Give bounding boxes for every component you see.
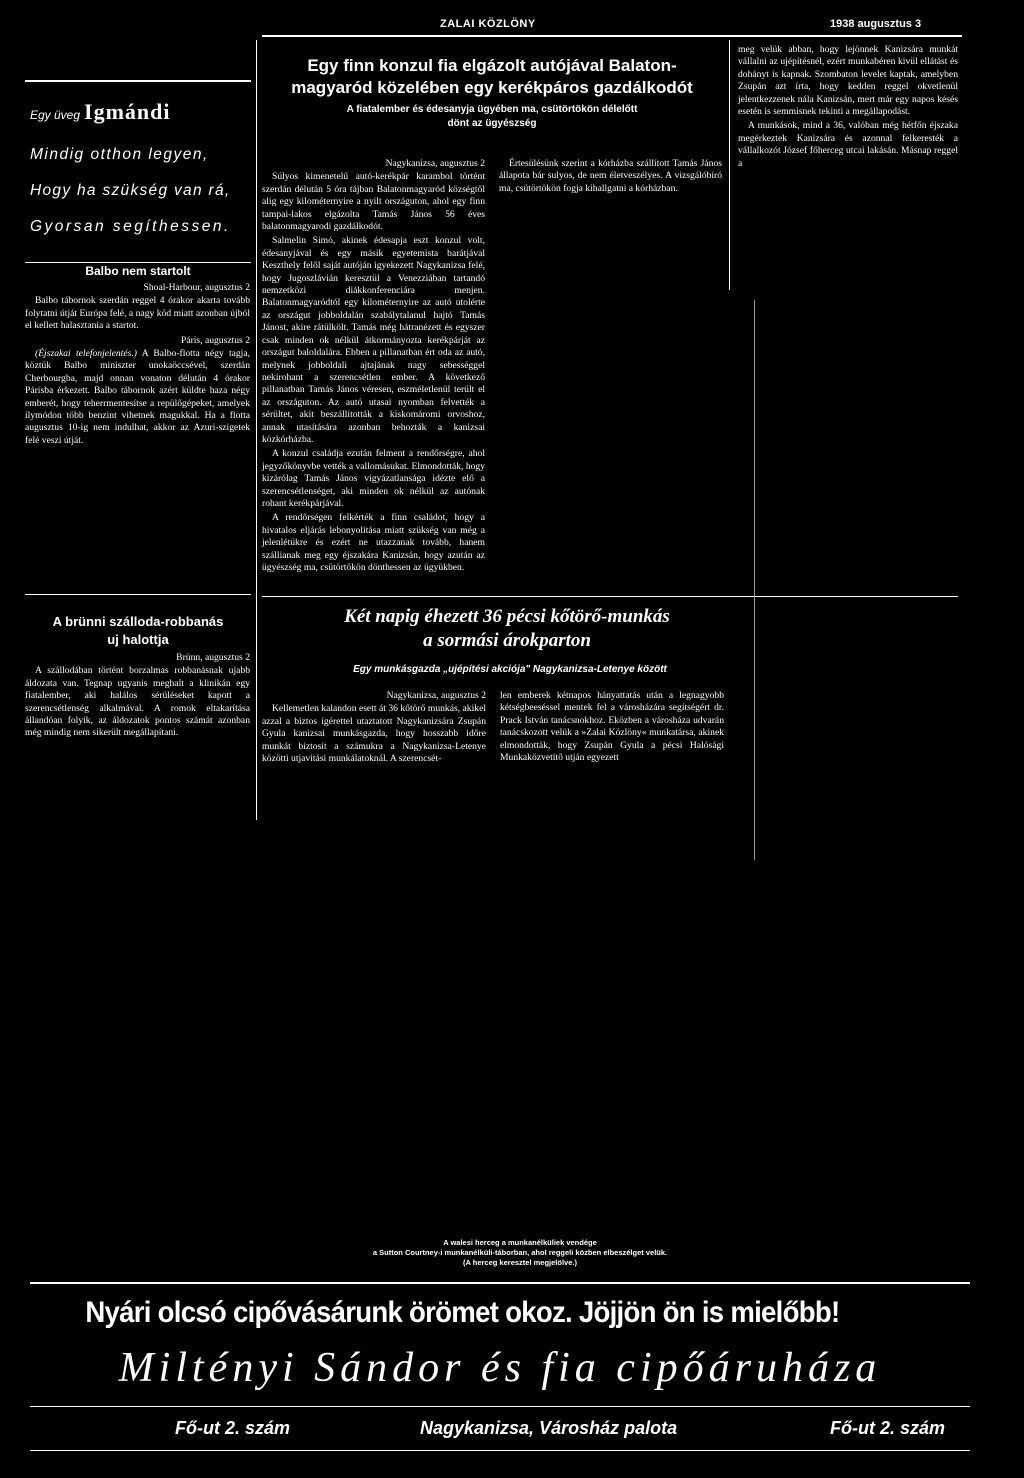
address-center: Nagykanizsa, Városház palota [420,1418,678,1438]
brunn-title-2: uj halottja [107,632,169,647]
shoe-sale-line: Nyári olcsó cipővásárunk örömet okoz. Jöjjön ön is mielőbb! [85,1296,840,1329]
photo-frame [168,836,988,1236]
balbo-article [25,282,250,449]
shop-name: Miltényi Sándor és fia cipőáruháza [118,1345,882,1391]
ad-line-1: Mindig otthon legyen, [30,146,209,163]
caption-line-1: A walesi herceg a munkanélküliek vendége [443,1238,597,1247]
konzul-dateline: Nagykanizsa, augusztus 2 [385,158,485,169]
ad-line-3: Gyorsan segíthessen. [30,218,231,235]
pecsi-subtitle: Egy munkásgazda „ujépítési akciója" Nagykanizsa-Letenye között [353,664,667,675]
balbo-dateline-2: Páris, augusztus 2 [180,334,250,346]
pecsi-dateline: Nagykanizsa, augusztus 2 [386,690,486,701]
caption-line-3: (A herceg keresztel megjelölve.) [463,1258,577,1267]
photo-side-rule [754,300,755,860]
konzul-paragraph-3: A konzul családja ezután felment a rendőrségre, ahol jegyzőkönyvbe vették a vallomásukat. Elmondották, hogy kizárólag Tamás János vigyázatlansága idézte elő a szerencsétlenséget, aki minden ok nélkül az autónak rohant kerékpárjával. [262,448,486,509]
pecsi-article-col-2 [500,690,724,766]
balbo-title: Balbo nem startolt [85,264,191,278]
ad-bottom-rule [30,1450,970,1451]
pecsi-title-2: a sormási árokparton [423,630,591,651]
right-paragraph-2: A munkások, mind a 36, valóban még hétfőn éjszaka megérkeztek Kanizsára és azonnal felkeresték a vállalkozót József főherceg utcai lakásán. Másnap reggel a [738,120,958,169]
mid-section-rule [262,596,958,597]
konzul-paragraph-2: Salmelin Simó, akinek édesapja eszt konzul volt, édesanyjával és egy másik egyetemista barátjával Keszthely felől saját autóján igyekezett Nagykanizsa felé, hogy Jugoszlávián keresztül a Venezziában tartandó nemzetközi diákkonferenciára menjen. Balatonmagyaródtól egy kilométernyire az autó utolérte az országut jobboldalán szabálytalanul hajtó Tamás Jánost, akire rátülkölt. Tamás még hátranézett és egyszer csak minden ok nélkül átkormányozta kerékpárját az országut baloldalára. Ebben a pillanatban ért oda az autó, melynek jobboldali ajtajának nagy sebességgel nekirohant a szerencsétlen ember. A következő pillanatban Tamás János véresen, eszméletlenül terült el az országuton. Az autó utasai nyomban felvették a sérültet, akit beszállították a kiskomáromi orvoshoz, annak utasítására azonban behozták a kanizsai közkórházba. [262,235,485,445]
konzul-subtitle-2: dönt az ügyészség [447,118,537,129]
brunn-title-1: A brünni szálloda-robbanás [52,614,224,629]
konzul-paragraph-5: Értesülésünk szerint a kórházba szállított Tamás János állapota bár sulyos, de nem életveszélyes. A vizsgálóbíró ma, csütörtökön fogja kihallgatni a kórházban. [499,158,722,194]
konzul-article [262,158,722,578]
date-page: 1938 augusztus 3 [830,18,922,30]
pecsi-title-1: Két napig éhezett 36 pécsi kőtörő-munkás [344,606,670,627]
brunn-paragraph-1: A szállodában történt borzalmas robbanásnak ujabb áldozata van. Tegnap ugyanis meghalt a klinikán egy fiatalember, aki halálos sérüléseket kapott a szerencsétlenség alkalmával. A romok eltakarítása állandóan folyik, az áldozatok pontos számát azonban még mindig nem sikerült megállapítani. [25,665,250,739]
ad-mid-rule [30,1406,970,1407]
photo-caption [160,1238,880,1268]
balbo-rule [25,594,251,595]
konzul-title-2: magyaród közelében egy kerékpáros gazdálkodót [291,78,693,97]
konzul-title-1: Egy finn konzul fia elgázolt autójával Balaton- [307,56,677,75]
balbo-paragraph-1: Balbo tábornok szerdán reggel 4 órakor akarta tovább folytatni útját Európa felé, a nagy köd miatt azonban újból el kellett halasztania a startot. [25,295,250,332]
right-column-article [738,44,958,172]
igmandi-ad [25,80,251,263]
ad-line-2: Hogy ha szükség van rá, [30,182,231,199]
balbo-paragraph-2: A Balbo-flotta négy tagja, köztük Balbo miniszter unokaöccsével, szerdán Cherbourgba, majd onnan vonaton délután 4 órakor Párisba érkezett. Balbo tábornok azért küldte haza négy emberét, hogy teherrmentesítse a repülőgépeket, amelyek ilymódon több benzint vihetnek magukkal. Ha a flotta augusztus 10-ig nem indulhat, akkor az Azuri-szigetek felé veszi útját. [25,348,250,446]
pecsi-paragraph-2: len emberek kétnapos hányattatás után a legnagyobb kétségbeeséssel mentek fel a városházára segítségért dr. Prack István tanácsnokhoz. Eközben a városháza udvarán tanácskozott velük a »Zalai Közlöny« munkatársa, akinek elmondották, hogy Zsupán Gyula a pécsi Halósági Munkaközvetítő utján egyezett [500,690,724,764]
ad-egy-uveg: Egy üveg [30,108,81,122]
konzul-subtitle-1: A fiatalember és édesanyja ügyében ma, csütörtökön délelőtt [346,104,638,115]
konzul-paragraph-1: Súlyos kimenetelű autó-kerékpár karambol történt szerdán délután 5 óra tájban Balatonmagyaród községtől alig egy kilométernyire a nyilt országuton, ahol egy finn tampai-lakos elgázolta Tamás János 56 éves balatonmagyarodi gazdálkodót. [262,171,485,233]
caption-line-2: a Sutton Courtney-i munkanélküli-táborban, ahol reggeli közben elbeszélget velük. [372,1248,668,1257]
balbo-dateline-1: Shoal-Harbour, augusztus 2 [143,282,250,293]
konzul-paragraph-4: A rendőrségen felkérték a finn családot, hogy a hivatalos eljárás lebonyolítása miatt szükség van még a jelenlétükre és ezért ne utazzanak tovább, hanem szállianak meg egy éjszakára Kanizsán, hogy azután az ügyészség ma, csütörtökön dönthessen az ügyükben. [262,512,485,573]
address-left: Fő-ut 2. szám [175,1418,291,1438]
ad-top-rule [30,1282,970,1284]
brunn-article [25,652,250,742]
pecsi-article-col-1 [262,690,486,767]
column-rule-right [729,40,730,290]
header-rule [262,35,962,37]
brunn-dateline: Brünn, augusztus 2 [176,652,250,663]
pecsi-paragraph-1: Kellemetlen kalandon esett át 36 kőtörő munkás, akikel azzal a biztos ígérettel utaztatott Nagykanizsára Zsupán Gyula kanizsai munkásgazda, hogy hosszabb időre munkát biztosít a számukra a Nagykanizsa-Letenye közötti utjavitási munkálatoknál. A szerencsét- [262,703,486,765]
ad-brand: Igmándi [84,99,171,124]
address-right: Fő-ut 2. szám [830,1418,946,1438]
balbo-lead: (Éjszakai telefonjelentés.) [35,348,137,360]
column-rule-left [256,40,257,820]
right-paragraph-1: meg velük abban, hogy lejönnek Kanizsára munkát vállalni az ujépítésnél, ezért munkabéren kivül ellátást és dohányt is kapnak. Szombaton levelet kaptak, amelyben Zsupán azt írta, hogy kedden reggel okvetlenül jelentkezzenek nála Kanizsán, mert már egy napos késés esetén is semmisnek tekinti a megállapodást. [738,44,958,118]
newspaper-name: ZALAI KÖZLÖNY [440,18,536,30]
